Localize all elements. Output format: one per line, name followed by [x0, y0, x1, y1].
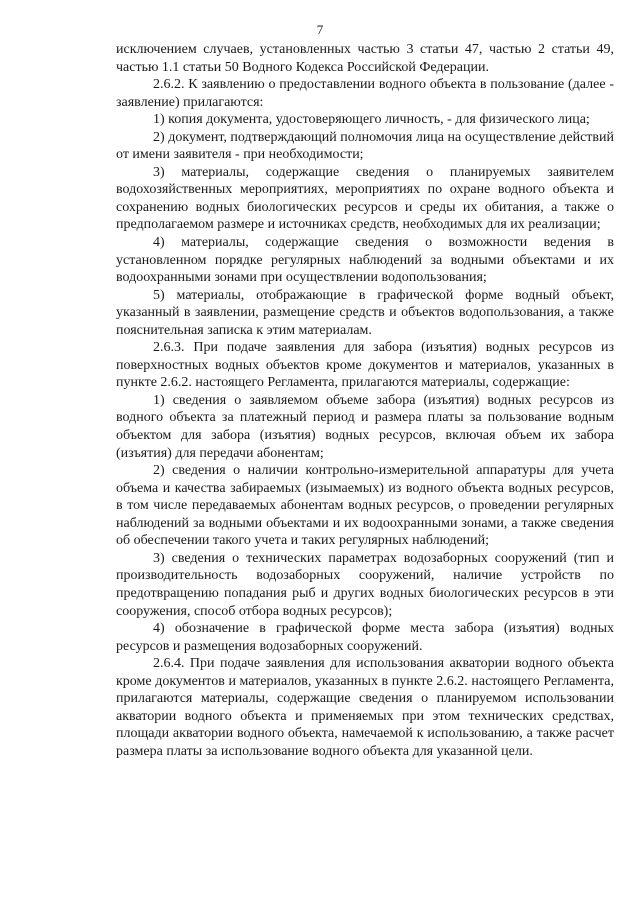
list-item-2-6-3-1: 1) сведения о заявляемом объеме забора (изъятия) водных ресурсов из водного объекта за платежный период и размера платы за пользование водным объектом для забора (изъятия) водных ресурсов, включая объем их забора (изъятия) для передачи абонентам;	[116, 392, 614, 461]
list-item-2-6-3-3: 3) сведения о технических параметрах водозаборных сооружений (тип и производительность водозаборных сооружений, наличие устройств по предотвращению попадания рыб и других водных биологических ресурсов в эти сооружения, способ отбора водных ресурсов);	[116, 550, 614, 619]
list-item-2-6-2-2: 2) документ, подтверждающий полномочия лица на осуществление действий от имени заявителя - при необходимости;	[116, 129, 614, 163]
paragraph-2-6-2: 2.6.2. К заявлению о предоставлении водного объекта в пользование (далее - заявление) прилагаются:	[116, 77, 614, 110]
list-item-2-6-3-4: 4) обозначение в графической форме места забора (изъятия) водных ресурсов и размещения водозаборных сооружений.	[116, 621, 614, 654]
paragraph-2-6-3: 2.6.3. При подаче заявления для забора (изъятия) водных ресурсов из поверхностных водных объектов кроме документов и материалов, указанных в пункте 2.6.2. настоящего Регламента, прилагаются материалы, содержащие:	[116, 340, 614, 391]
paragraph-continuation: исключением случаев, установленных частью 3 статьи 47, частью 2 статьи 49, частью 1.1 статьи 50 Водного Кодекса Российской Федерации.	[116, 42, 614, 75]
list-item-2-6-3-2: 2) сведения о наличии контрольно-измерительной аппаратуры для учета объема и качества забираемых (изымаемых) из водного объекта водных ресурсов, в том числе передаваемых абонентам водных ресурсов, о проведении регулярных наблюдений за водными объектами и их водоохранными зонами, а также сведения об обеспечении такого учета и таких регулярных наблюдений;	[116, 463, 614, 549]
paragraph-2-6-4: 2.6.4. При подаче заявления для использования акватории водного объекта кроме документов и материалов, указанных в пункте 2.6.2. настоящего Регламента, прилагаются материалы, содержащие сведения о планируемом использовании акватории водного объекта и применяемых при этом технических средствах, площади акватории водного объекта, намечаемой к использованию, а также расчет размера платы за использование водного объекта для указанной цели.	[116, 656, 614, 759]
page-number: 7	[316, 22, 324, 37]
list-item-2-6-2-1: 1) копия документа, удостоверяющего личность, - для физического лица;	[153, 112, 590, 128]
document-body	[116, 41, 614, 760]
list-item-2-6-2-4: 4) материалы, содержащие сведения о возможности ведения в установленном порядке регулярных наблюдений за водными объектами и их водоохранными зонами при осуществлении водопользования;	[116, 235, 614, 286]
list-item-2-6-2-5: 5) материалы, отображающие в графической форме водный объект, указанный в заявлении, размещение средств и объектов водопользования, а также пояснительная записка к этим материалам.	[116, 287, 614, 338]
list-item-2-6-2-3: 3) материалы, содержащие сведения о планируемых заявителем водохозяйственных мероприятиях, мероприятиях по охране водного объекта и сохранению водных биологических ресурсов и среды их обитания, а также о предполагаемом размере и источниках средств, необходимых для их реализации;	[116, 164, 614, 233]
